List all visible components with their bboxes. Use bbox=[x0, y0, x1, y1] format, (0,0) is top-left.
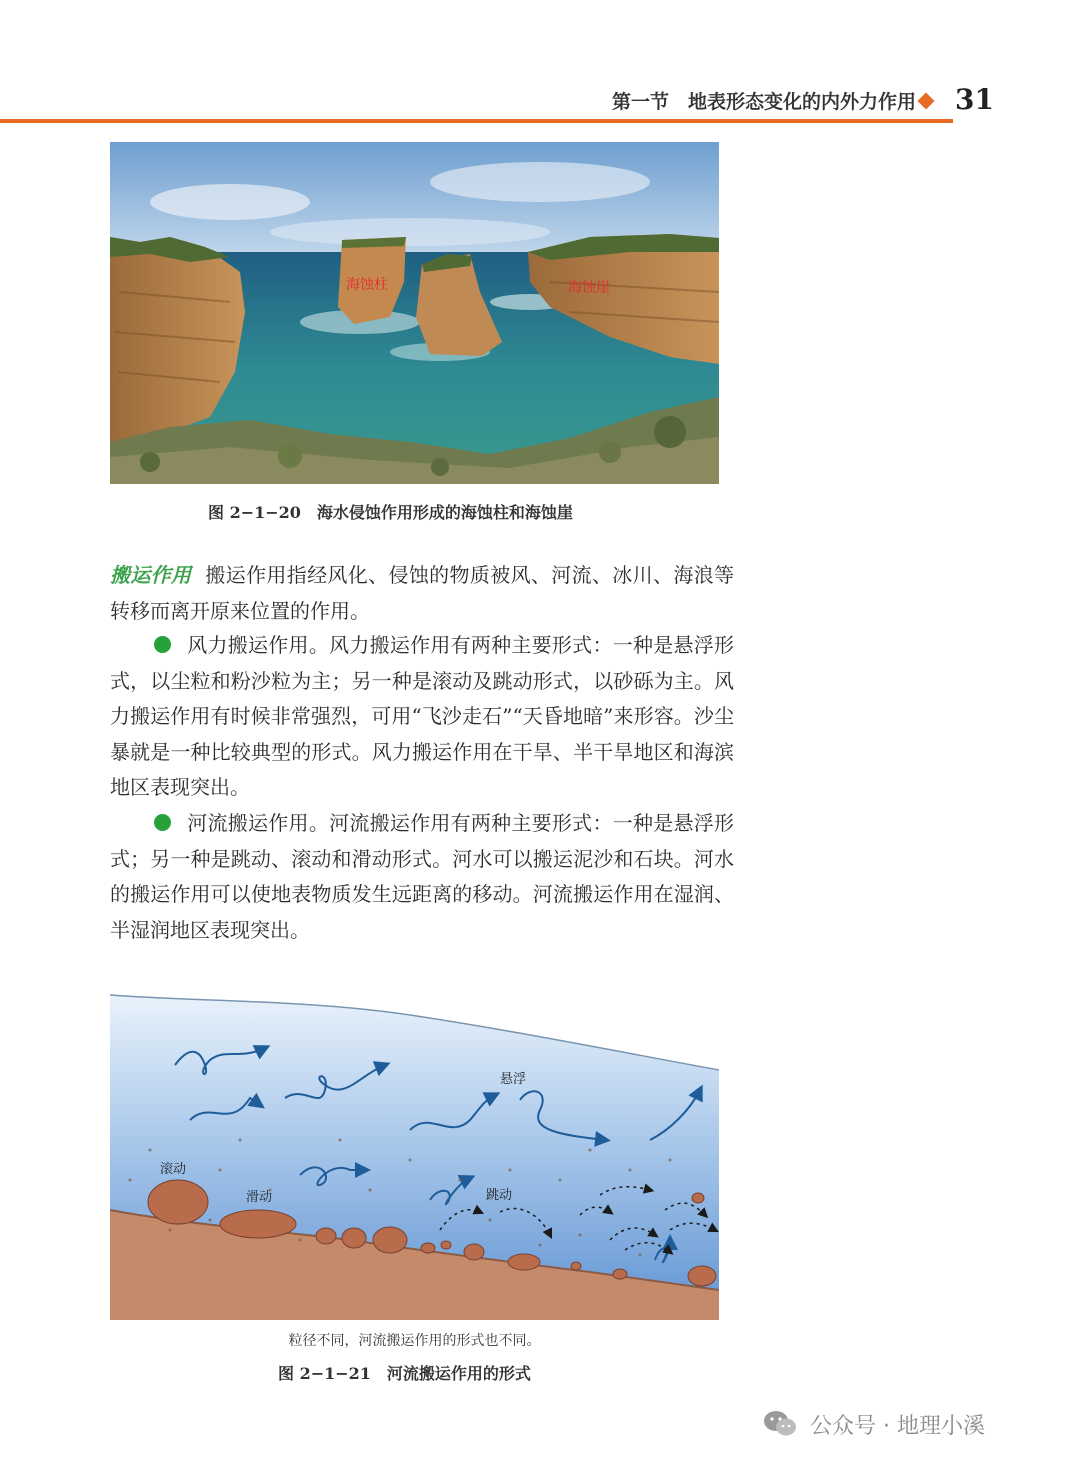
term-transport: 搬运作用 bbox=[110, 563, 192, 587]
sea-stack-photo bbox=[110, 142, 719, 484]
diamond-icon bbox=[918, 93, 935, 110]
sea-cliff-label: 海蚀崖 bbox=[568, 280, 610, 296]
transport-intro-text: 搬运作用指经风化、侵蚀的物质被风、河流、冰川、海浪等转移而离开原来位置的作用。 bbox=[110, 563, 735, 623]
figure2-caption: 图 2−1−21 河流搬运作用的形式 bbox=[278, 1364, 531, 1383]
section-title: 第一节 地表形态变化的内外力作用 bbox=[611, 91, 916, 113]
river-transport-paragraph bbox=[110, 806, 734, 948]
header-rule bbox=[0, 119, 953, 123]
rolling-label: 滚动 bbox=[160, 1162, 187, 1177]
river-transport-text: 河流搬运作用。河流搬运作用有两种主要形式：一种是悬浮形式；另一种是跳动、滚动和滑动形式。河水可以搬运泥沙和石块。河水的搬运作用可以使地表物质发生远距离的移动。河流搬运作用在湿润、半湿润地区表现突出。 bbox=[110, 811, 734, 942]
diagram-note: 粒径不同，河流搬运作用的形式也不同。 bbox=[288, 1333, 541, 1349]
transport-intro-paragraph bbox=[110, 558, 734, 629]
suspension-label: 悬浮 bbox=[500, 1072, 527, 1087]
wind-transport-text: 风力搬运作用。风力搬运作用有两种主要形式：一种是悬浮形式，以尘粒和粉沙粒为主；另一种是滚动及跳动形式，以砂砾为主。风力搬运作用有时候非常强烈，可用“飞沙走石”“天昏地暗”来形容。沙尘暴就是一种比较典型的形式。风力搬运作用在干旱、半干旱地区和海滨地区表现突出。 bbox=[110, 633, 734, 799]
river-transport-diagram bbox=[110, 990, 719, 1320]
bullet-icon bbox=[154, 636, 171, 653]
watermark-text: 公众号 · 地理小溪 bbox=[810, 1413, 985, 1439]
figure1-caption: 图 2−1−20 海水侵蚀作用形成的海蚀柱和海蚀崖 bbox=[208, 503, 573, 522]
wechat-icon bbox=[762, 1409, 798, 1439]
sea-stack-label: 海蚀柱 bbox=[346, 277, 388, 293]
wind-transport-paragraph bbox=[110, 628, 734, 806]
page-number: 31 bbox=[955, 83, 994, 116]
sliding-label: 滑动 bbox=[246, 1190, 273, 1205]
watermark bbox=[762, 1404, 985, 1444]
bullet-icon bbox=[154, 814, 171, 831]
saltation-label: 跳动 bbox=[486, 1188, 513, 1203]
